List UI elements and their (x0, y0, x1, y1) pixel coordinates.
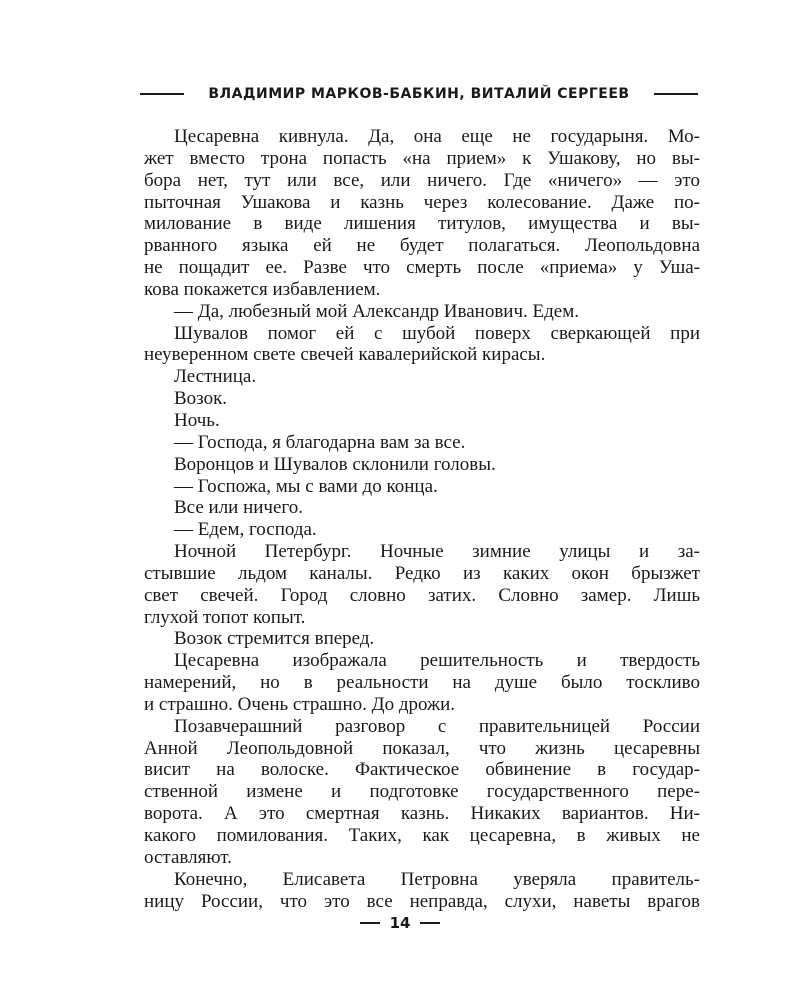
header-rule-right (654, 93, 698, 95)
text-line: Конечно, Елисавета Петровна уверяла правитель- (174, 868, 700, 890)
page-number: 14 (389, 914, 411, 932)
text-line: милование в виде лишения титулов, имущества и вы- (144, 213, 700, 235)
text-line: рванного языка ей не будет полагаться. Леопольдовна (144, 235, 700, 257)
text-line: Возок. (174, 388, 228, 410)
text-line: Позавчерашний разговор с правительницей России (174, 715, 700, 737)
page-footer (0, 914, 800, 932)
text-line: Цесаревна кивнула. Да, она еще не государыня. Мо- (174, 126, 700, 147)
text-line: жет вместо трона попасть «на прием» к Ушакову, но вы- (144, 147, 700, 169)
text-line: — Господа, я благодарна вам за все. (174, 431, 466, 453)
text-line: и страшно. Очень страшно. До дрожи. (144, 693, 456, 715)
text-line: свет свечей. Город словно затих. Словно замер. Лишь (144, 584, 700, 606)
text-line: пыточная Ушакова и казнь через колесование. Даже по- (144, 191, 700, 213)
text-line: неуверенном свете свечей кавалерийской кирасы. (144, 344, 546, 366)
text-line: ворота. А это смертная казнь. Никаких вариантов. Ни- (144, 803, 700, 825)
running-header (140, 86, 698, 102)
text-line: бора нет, тут или все, или ничего. Где «ничего» — это (144, 169, 700, 191)
text-line: ственной измене и подготовке государственного пере- (144, 781, 700, 803)
text-line: кова покажется избавлением. (144, 278, 381, 300)
text-line: намерений, но в реальности на душе было тоскливо (144, 672, 700, 694)
footer-dash-right (420, 922, 440, 924)
text-line: глухой топот копыт. (144, 606, 306, 628)
text-line: — Да, любезный мой Александр Иванович. Едем. (174, 300, 579, 322)
text-line: Анной Леопольдовной показал, что жизнь цесаревны (144, 737, 700, 759)
header-rule-left (140, 93, 184, 95)
text-line: оставляют. (144, 846, 232, 868)
text-line: Воронцов и Шувалов склонили головы. (174, 453, 496, 475)
text-line: — Госпожа, мы с вами до конца. (174, 475, 438, 497)
page-body (144, 126, 700, 912)
text-line: какого помилования. Таких, как цесаревна, в живых не (144, 825, 700, 846)
text-line: — Едем, господа. (174, 519, 317, 541)
running-title: ВЛАДИМИР МАРКОВ-БАБКИН, ВИТАЛИЙ СЕРГЕЕВ (208, 86, 630, 102)
text-line: Лестница. (174, 366, 257, 388)
text-line: Ночь. (174, 409, 220, 431)
text-line: стывшие льдом каналы. Редко из каких окон брызжет (144, 562, 700, 584)
text-line: висит на волоске. Фактическое обвинение в государ- (144, 759, 700, 781)
text-line: Все или ничего. (174, 497, 303, 519)
text-line: ницу России, что это все неправда, слухи, наветы врагов (144, 890, 700, 912)
footer-dash-left (360, 922, 380, 924)
text-line: Возок стремится вперед. (174, 628, 375, 650)
text-line: не пощадит ее. Разве что смерть после «приема» у Уша- (144, 257, 700, 279)
text-line: Шувалов помог ей с шубой поверх сверкающей при (174, 322, 700, 344)
text-line: Цесаревна изображала решительность и твердость (174, 650, 700, 672)
text-line: Ночной Петербург. Ночные зимние улицы и за- (174, 541, 700, 563)
